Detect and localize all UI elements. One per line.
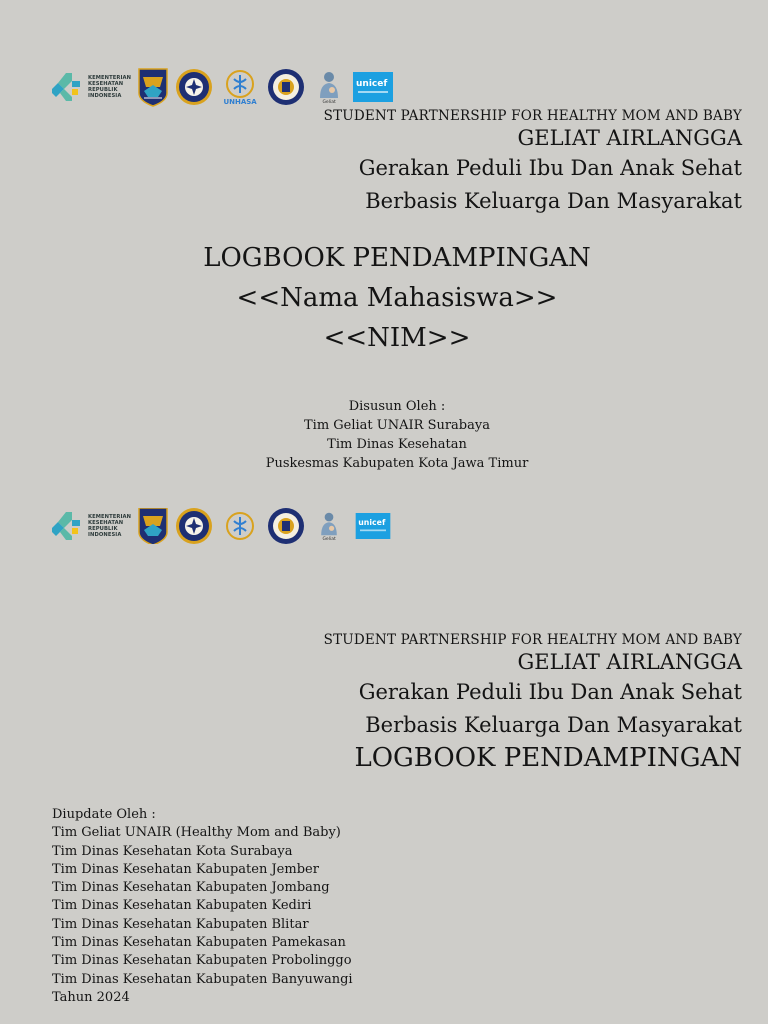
cover-title-block xyxy=(0,238,768,358)
seal-icon xyxy=(175,508,213,544)
updated-by-item: Tim Dinas Kesehatan Kabupaten Blitar xyxy=(52,916,309,932)
tagline-line-2: Berbasis Keluarga Dan Masyarakat xyxy=(365,712,742,737)
mother-baby-icon xyxy=(316,70,342,100)
unhasa-emblem-icon xyxy=(225,69,255,99)
updated-by-item: Tim Dinas Kesehatan Kabupaten Banyuwangi xyxy=(52,971,353,987)
updated-by-item: Tim Geliat UNAIR (Healthy Mom and Baby) xyxy=(52,825,341,841)
student-id-placeholder: <<NIM>> xyxy=(323,323,471,353)
updated-by-item: Tim Dinas Kesehatan Kabupaten Kediri xyxy=(52,898,312,914)
unhasa-emblem-icon xyxy=(225,511,255,541)
university-seal-logo xyxy=(175,508,213,544)
logo-row-bottom xyxy=(52,508,393,544)
geliat-logo xyxy=(312,511,346,542)
logbook-title: LOGBOOK PENDAMPINGAN xyxy=(354,743,742,773)
kemenkes-line-1: KEMENTERIAN xyxy=(88,75,132,81)
partnership-title: STUDENT PARTNERSHIP FOR HEALTHY MOM AND BABY xyxy=(323,108,742,124)
tagline-line-2: Berbasis Keluarga Dan Masyarakat xyxy=(365,188,742,213)
prepared-by-item: Tim Geliat UNAIR Surabaya xyxy=(304,418,490,433)
kemenkes-icon xyxy=(52,510,84,542)
faculty-seal-logo xyxy=(267,68,305,106)
shield-icon xyxy=(138,508,168,544)
updated-by-item: Tim Dinas Kesehatan Kabupaten Probolinggo xyxy=(52,953,352,969)
cover-header xyxy=(324,108,742,217)
unicef-icon xyxy=(353,72,393,102)
unhasa-label: UNHASA xyxy=(223,97,257,106)
prepared-by-label: Disusun Oleh : xyxy=(348,399,446,414)
updated-by-item: Tim Dinas Kesehatan Kota Surabaya xyxy=(52,843,293,859)
kemenkes-line-1: KEMENTERIAN xyxy=(88,514,132,520)
mother-baby-icon xyxy=(316,511,342,537)
updated-by-label: Diupdate Oleh : xyxy=(52,807,156,822)
faculty-seal-logo xyxy=(267,508,305,544)
unicef-label: unicef xyxy=(358,518,386,528)
unicef-logo xyxy=(353,72,393,102)
updated-by-list xyxy=(52,806,353,1007)
student-name-placeholder: <<Nama Mahasiswa>> xyxy=(236,283,558,313)
program-title: GELIAT AIRLANGGA xyxy=(517,650,742,674)
unicef-label: unicef xyxy=(356,79,388,89)
kemenkes-icon xyxy=(52,71,84,103)
page2-header xyxy=(324,632,742,775)
kemenkes-line-3: REPUBLIK xyxy=(88,526,118,532)
partnership-title: STUDENT PARTNERSHIP FOR HEALTHY MOM AND BABY xyxy=(323,632,742,648)
geliat-label: Geliat xyxy=(322,536,336,542)
logo-row-top xyxy=(52,66,393,108)
university-seal-logo xyxy=(175,68,213,106)
kemenkes-line-3: REPUBLIK xyxy=(88,87,118,93)
tagline-line-1: Gerakan Peduli Ibu Dan Anak Sehat xyxy=(358,680,742,704)
prepared-by-item: Tim Dinas Kesehatan xyxy=(327,437,467,452)
tagline-line-1: Gerakan Peduli Ibu Dan Anak Sehat xyxy=(358,156,742,180)
updated-by-item: Tim Dinas Kesehatan Kabupaten Pamekasan xyxy=(52,935,346,951)
seal-icon xyxy=(175,68,213,106)
kemenkes-logo xyxy=(52,71,131,103)
unicef-logo xyxy=(353,513,393,539)
province-shield-logo xyxy=(138,508,168,544)
kemenkes-line-4: INDONESIA xyxy=(88,93,122,99)
logbook-title: LOGBOOK PENDAMPINGAN xyxy=(203,243,591,273)
prepared-by-item: Puskesmas Kabupaten Kota Jawa Timur xyxy=(265,456,529,471)
prepared-by-block xyxy=(0,397,768,473)
faculty-seal-icon xyxy=(267,68,305,106)
unhasa-logo xyxy=(220,69,260,106)
kemenkes-line-4: INDONESIA xyxy=(88,532,122,538)
geliat-logo xyxy=(312,70,346,105)
program-title: GELIAT AIRLANGGA xyxy=(517,126,742,150)
kemenkes-line-2: KESEHATAN xyxy=(88,81,124,87)
kemenkes-line-2: KESEHATAN xyxy=(88,520,124,526)
shield-icon xyxy=(138,67,168,107)
kemenkes-logo xyxy=(52,510,131,542)
unhasa-logo xyxy=(220,511,260,541)
faculty-seal-icon xyxy=(267,508,305,544)
year-label: Tahun 2024 xyxy=(52,989,130,1005)
province-shield-logo xyxy=(138,67,168,107)
unicef-icon xyxy=(353,513,393,539)
geliat-label: Geliat xyxy=(322,99,336,105)
updated-by-item: Tim Dinas Kesehatan Kabupaten Jember xyxy=(52,861,319,877)
updated-by-item: Tim Dinas Kesehatan Kabupaten Jombang xyxy=(52,880,330,896)
